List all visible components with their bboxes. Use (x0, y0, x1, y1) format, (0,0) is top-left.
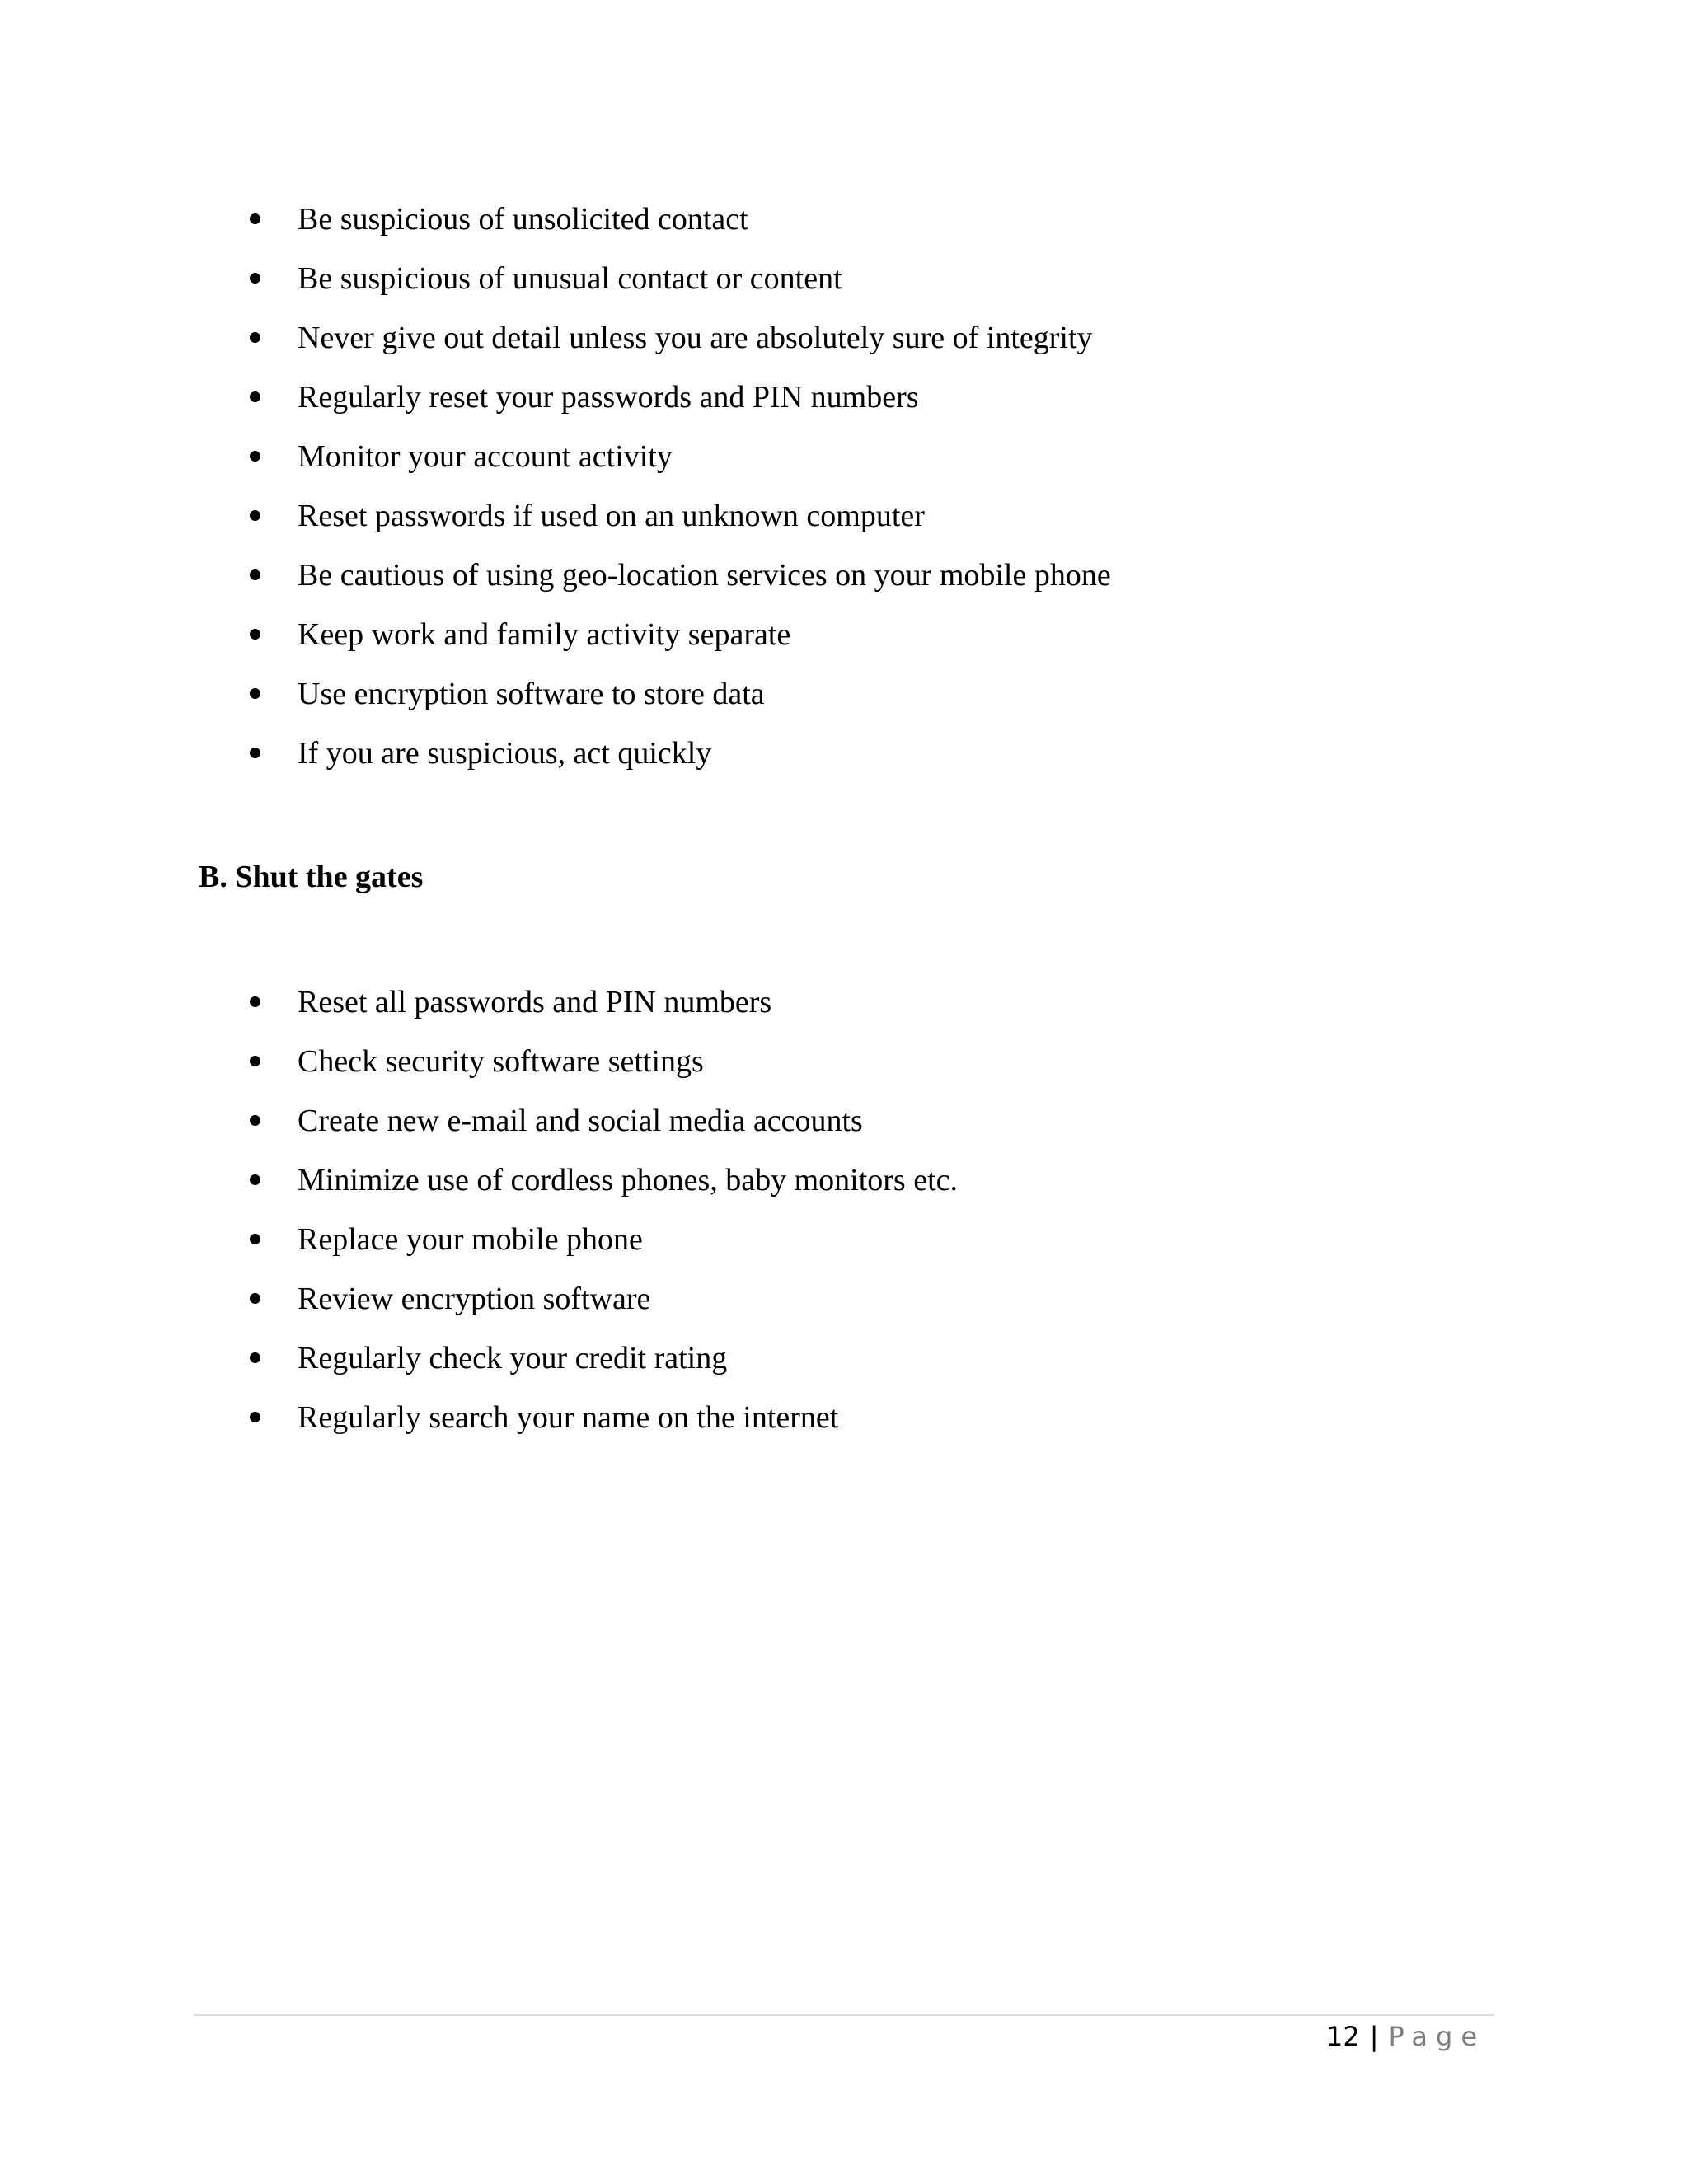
list-item-text: Monitor your account activity (298, 439, 673, 474)
list-item (250, 551, 1111, 610)
footer-divider (194, 2014, 1494, 2016)
page-label: Page (1388, 2021, 1485, 2052)
section-heading: B. Shut the gates (199, 860, 424, 894)
bullet-icon (250, 1412, 260, 1422)
list-item (250, 491, 1111, 551)
list-item (250, 1274, 958, 1333)
list-item-text: Create new e-mail and social media accounts (298, 1104, 863, 1138)
list-item (250, 729, 1111, 788)
list-item-text: Check security software settings (298, 1044, 704, 1079)
list-item-text: Be suspicious of unusual contact or content (298, 261, 842, 296)
page-footer (1326, 2016, 1485, 2057)
bullet-icon (250, 569, 260, 580)
list-item (250, 194, 1111, 254)
list-item-text: Replace your mobile phone (298, 1222, 643, 1257)
list-item (250, 669, 1111, 729)
bullet-icon (250, 1115, 260, 1126)
list-item-text: Be suspicious of unsolicited contact (298, 202, 748, 237)
list-item (250, 432, 1111, 491)
bullet-icon (250, 1234, 260, 1244)
bullet-icon (250, 688, 260, 699)
list-item (250, 1155, 958, 1215)
list-item-text: Reset all passwords and PIN numbers (298, 985, 772, 1019)
bullet-icon (250, 451, 260, 462)
bullet-icon (250, 510, 260, 521)
list-item (250, 1215, 958, 1274)
list-item-text: Regularly reset your passwords and PIN numbers (298, 380, 919, 415)
list-item-text: Never give out detail unless you are absolutely sure of integrity (298, 321, 1093, 355)
bullet-icon (250, 1352, 260, 1363)
bullet-list-b (250, 977, 958, 1452)
list-item-text: Regularly search your name on the internet (298, 1400, 839, 1435)
bullet-icon (250, 332, 260, 343)
list-item (250, 373, 1111, 432)
bullet-icon (250, 391, 260, 402)
list-item-text: Keep work and family activity separate (298, 617, 791, 652)
footer-separator: | (1369, 2021, 1379, 2052)
page-number: 12 (1326, 2021, 1360, 2052)
bullet-icon (250, 996, 260, 1007)
bullet-icon (250, 748, 260, 758)
list-item-text: Use encryption software to store data (298, 677, 765, 711)
list-item (250, 1037, 958, 1096)
list-item (250, 1333, 958, 1393)
bullet-icon (250, 273, 260, 284)
list-item-text: Review encryption software (298, 1282, 651, 1316)
bullet-icon (250, 1174, 260, 1185)
bullet-list-a (250, 194, 1111, 788)
bullet-icon (250, 629, 260, 640)
list-item-text: Minimize use of cordless phones, baby monitors etc. (298, 1163, 959, 1197)
list-item-text: If you are suspicious, act quickly (298, 736, 712, 771)
list-item (250, 313, 1111, 373)
list-item-text: Regularly check your credit rating (298, 1341, 728, 1376)
list-item (250, 610, 1111, 669)
list-item (250, 1393, 958, 1452)
list-item (250, 1096, 958, 1155)
list-item (250, 977, 958, 1037)
bullet-icon (250, 1056, 260, 1066)
list-item-text: Reset passwords if used on an unknown computer (298, 499, 925, 533)
list-item-text: Be cautious of using geo-location services on your mobile phone (298, 558, 1111, 593)
bullet-icon (250, 213, 260, 224)
list-item (250, 254, 1111, 313)
bullet-icon (250, 1293, 260, 1304)
